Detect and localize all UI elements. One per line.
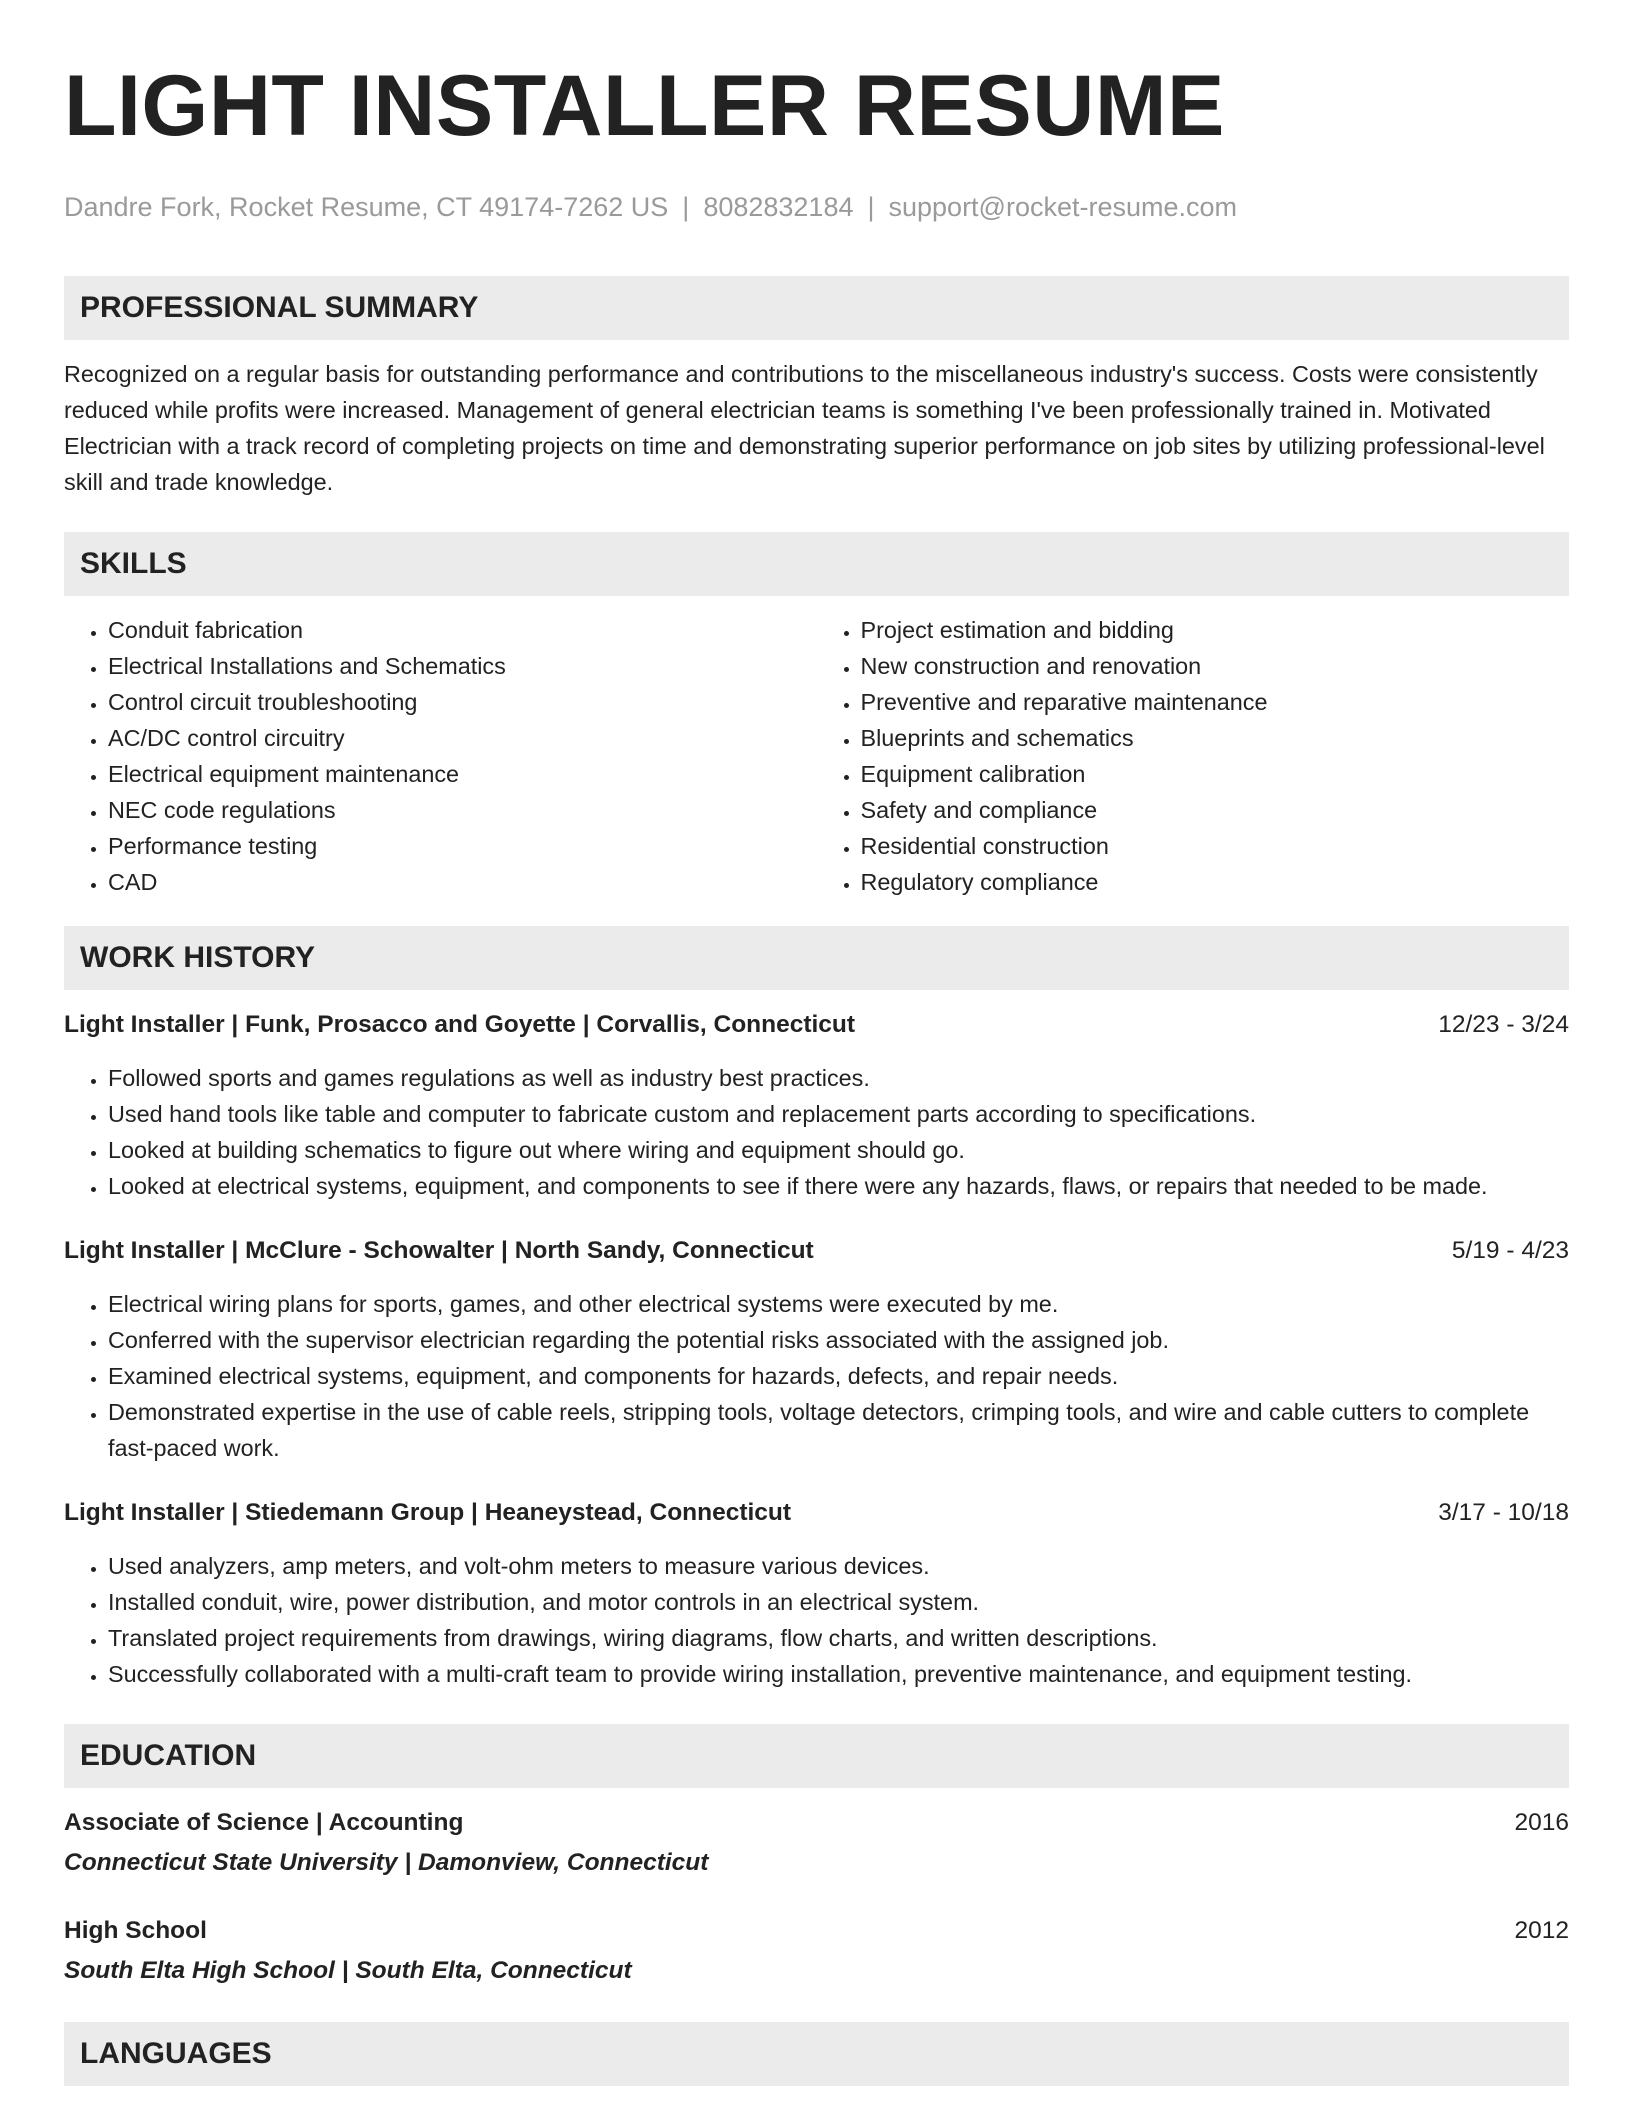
education-school: Connecticut State University | Damonview, Connecticut	[64, 1849, 709, 1876]
job-bullet: • Followed sports and games regulations as well as industry best practices.	[108, 1060, 1569, 1096]
job-header	[64, 1496, 1569, 1530]
skill-item: • Performance testing	[108, 828, 817, 864]
section-heading-education: EDUCATION	[64, 1724, 1569, 1788]
education-school: South Elta High School | South Elta, Connecticut	[64, 1957, 632, 1984]
job-bullet: • Used analyzers, amp meters, and volt-ohm meters to measure various devices.	[108, 1548, 1569, 1584]
education-entry	[64, 1914, 1569, 1988]
contact-line	[64, 192, 1569, 222]
job-dates: 12/23 - 3/24	[1438, 1011, 1569, 1038]
skill-item: • Project estimation and bidding	[861, 612, 1570, 648]
job-title: Light Installer | McClure - Schowalter | North Sandy, Connecticut	[64, 1237, 814, 1264]
skill-item: • New construction and renovation	[861, 648, 1570, 684]
job-bullet: • Demonstrated expertise in the use of cable reels, stripping tools, voltage detectors, crimping tools, and wire and cable cutters to complete fast-paced work.	[108, 1394, 1569, 1466]
skill-item: • Regulatory compliance	[861, 864, 1570, 900]
skill-item: • Preventive and reparative maintenance	[861, 684, 1570, 720]
summary-text: Recognized on a regular basis for outstanding performance and contributions to the miscellaneous industry's success. Costs were consistently reduced while profits were increased. Management of general electrician teams is something I've been professionally trained in. Motivated Electrician with a track record of completing projects on time and demonstrating superior performance on job sites by utilizing professional-level skill and trade knowledge.	[64, 361, 1545, 495]
job-header	[64, 1008, 1569, 1042]
job-title: Light Installer | Funk, Prosacco and Goyette | Corvallis, Connecticut	[64, 1011, 856, 1038]
skill-item: • Control circuit troubleshooting	[108, 684, 817, 720]
contact-phone: 8082832184	[703, 192, 854, 222]
job-bullets	[64, 1286, 1569, 1466]
contact-email[interactable]: support@rocket-resume.com	[888, 192, 1238, 222]
education-entry	[64, 1806, 1569, 1880]
skill-item: • Electrical equipment maintenance	[108, 756, 817, 792]
section-heading-work-history: WORK HISTORY	[64, 926, 1569, 990]
education-degree: High School	[64, 1917, 207, 1944]
section-heading-summary: PROFESSIONAL SUMMARY	[64, 276, 1569, 340]
job-header	[64, 1234, 1569, 1268]
job-bullet: • Installed conduit, wire, power distribution, and motor controls in an electrical system.	[108, 1584, 1569, 1620]
job-bullet: • Electrical wiring plans for sports, games, and other electrical systems were executed by me.	[108, 1286, 1569, 1322]
resume-title: LIGHT INSTALLER RESUME	[64, 58, 1225, 154]
job-bullets	[64, 1548, 1569, 1692]
skill-item: • Electrical Installations and Schematics	[108, 648, 817, 684]
contact-separator: |	[682, 192, 690, 222]
education-year: 2012	[1514, 1917, 1569, 1944]
job-entry	[64, 1496, 1569, 1692]
skills-column-right	[817, 612, 1570, 900]
education-degree: Associate of Science | Accounting	[64, 1809, 464, 1836]
contact-separator: |	[867, 192, 875, 222]
job-bullet: • Successfully collaborated with a multi-craft team to provide wiring installation, preventive maintenance, and equipment testing.	[108, 1656, 1569, 1692]
skill-item: • Safety and compliance	[861, 792, 1570, 828]
education-year: 2016	[1514, 1809, 1569, 1836]
skills-column-left	[64, 612, 817, 900]
job-bullet: • Translated project requirements from drawings, wiring diagrams, flow charts, and written descriptions.	[108, 1620, 1569, 1656]
job-bullet: • Looked at building schematics to figure out where wiring and equipment should go.	[108, 1132, 1569, 1168]
contact-address: Dandre Fork, Rocket Resume, CT 49174-7262 US	[64, 192, 669, 222]
job-bullet: • Used hand tools like table and computer to fabricate custom and replacement parts according to specifications.	[108, 1096, 1569, 1132]
section-heading-languages: LANGUAGES	[64, 2022, 1569, 2086]
job-dates: 5/19 - 4/23	[1451, 1237, 1569, 1264]
skill-item: • CAD	[108, 864, 817, 900]
skill-item: • NEC code regulations	[108, 792, 817, 828]
section-heading-skills: SKILLS	[64, 532, 1569, 596]
job-bullet: • Looked at electrical systems, equipment, and components to see if there were any hazards, flaws, or repairs that needed to be made.	[108, 1168, 1569, 1204]
job-dates: 3/17 - 10/18	[1438, 1499, 1569, 1526]
education-header	[64, 1914, 1569, 1948]
job-bullet: • Examined electrical systems, equipment, and components for hazards, defects, and repair needs.	[108, 1358, 1569, 1394]
skill-item: • AC/DC control circuitry	[108, 720, 817, 756]
skill-item: • Blueprints and schematics	[861, 720, 1570, 756]
skill-item: • Equipment calibration	[861, 756, 1570, 792]
skill-item: • Residential construction	[861, 828, 1570, 864]
education-header	[64, 1806, 1569, 1840]
job-entry	[64, 1234, 1569, 1466]
job-entry	[64, 1008, 1569, 1204]
job-bullet: • Conferred with the supervisor electrician regarding the potential risks associated with the assigned job.	[108, 1322, 1569, 1358]
job-title: Light Installer | Stiedemann Group | Heaneystead, Connecticut	[64, 1499, 792, 1526]
job-bullets	[64, 1060, 1569, 1204]
skill-item: • Conduit fabrication	[108, 612, 817, 648]
skills-list	[64, 612, 1569, 900]
